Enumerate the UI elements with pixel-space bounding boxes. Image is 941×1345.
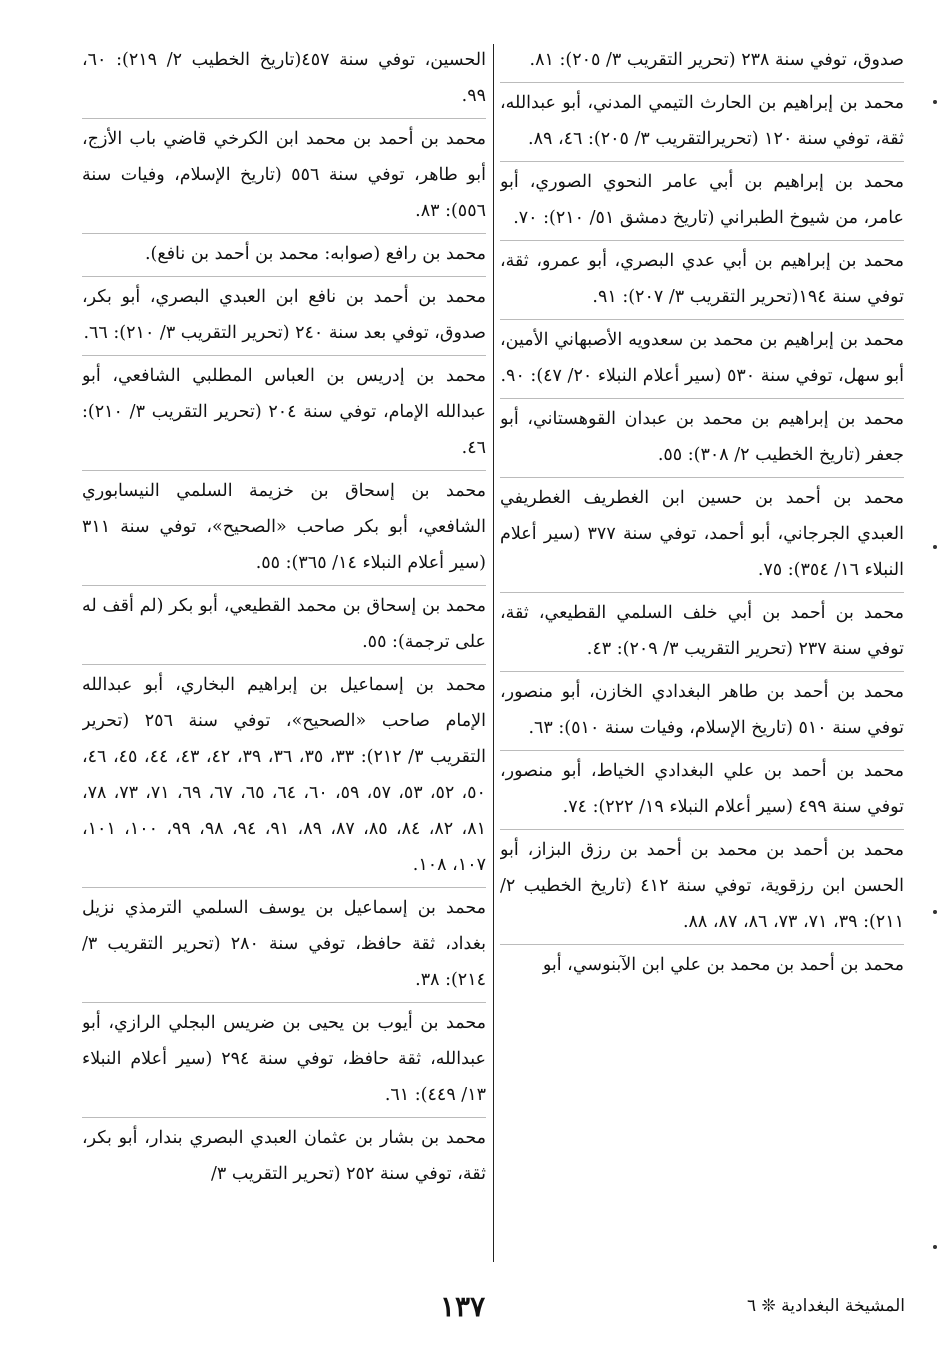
margin-mark [933,100,937,104]
index-entry [500,830,904,945]
index-entry [500,945,904,987]
entry-text: محمد بن إسحاق بن محمد القطيعي، أبو بكر (لم أقف له على ترجمة): ٥٥. [82,596,486,652]
entry-text: محمد بن إسحاق بن خزيمة السلمي النيسابوري الشافعي، أبو بكر صاحب «الصحيح»، توفي سنة ٣١١ (سير أعلام النبلاء ١٤/ ٣٦٥): ٥٥. [82,481,486,573]
right-column [500,40,904,1265]
entry-text: محمد بن أحمد بن محمد ابن الكرخي قاضي باب الأزج، أبو طاهر، توفي سنة ٥٥٦ (تاريخ الإسلام، وفيات سنة ٥٥٦): ٨٣. [82,129,486,221]
index-entry [82,665,486,888]
entry-text: محمد بن إسماعيل بن إبراهيم البخاري، أبو عبدالله الإمام صاحب «الصحيح»، توفي سنة ٢٥٦ (تحرير التقريب ٣/ ٢١٢): ٣٣، ٣٥، ٣٦، ٣٩، ٤٢، ٤٣، ٤٤، ٤٥، ٤٦، ٥٠، ٥٢، ٥٣، ٥٧، ٥٩، ٦٠، ٦٤، ٦٥، ٦٧، ٦٩، ٧١، ٧٣، ٧٨، ٨١، ٨٢، ٨٤، ٨٥، ٨٧، ٨٩، ٩١، ٩٤، ٩٨، ٩٩، ١٠٠، ١٠١، ١٠٧، ١٠٨. [82,675,486,875]
entry-text: محمد بن أحمد بن علي البغدادي الخياط، أبو منصور، توفي سنة ٤٩٩ (سير أعلام النبلاء ١٩/ ٢٢٢): ٧٤. [500,761,904,817]
entry-text: محمد بن أحمد بن محمد بن علي ابن الآبنوسي، أبو [542,955,904,975]
margin-mark [933,910,937,914]
index-entry [500,40,904,83]
index-entry [82,277,486,356]
index-entry [500,83,904,162]
entry-text: محمد بن إبراهيم بن أبي عدي البصري، أبو عمرو، ثقة، توفي سنة ١٩٤(تحرير التقريب ٣/ ٢٠٧): ٩١. [500,251,904,307]
entry-text: محمد بن أحمد بن نافع ابن العبدي البصري، أبو بكر، صدوق، توفي بعد سنة ٢٤٠ (تحرير التقريب ٣/ ٢١٠): ٦٦. [82,287,486,343]
index-entry [82,40,486,119]
column-divider [493,44,494,1262]
index-entry [500,751,904,830]
left-column [82,40,486,1265]
entry-text: محمد بن أحمد بن حسين ابن الغطريف الغطريفي العبدي الجرجاني، أبو أحمد، توفي سنة ٣٧٧ (سير أعلام النبلاء ١٦/ ٣٥٤): ٧٥. [500,488,904,580]
index-entry [82,586,486,665]
entry-text: محمد بن إبراهيم بن محمد بن سعدويه الأصبهاني الأمين، أبو سهل، توفي سنة ٥٣٠ (سير أعلام النبلاء ٢٠/ ٤٧): ٩٠. [500,330,904,386]
entry-text: محمد بن إدريس بن العباس المطلبي الشافعي، أبو عبدالله الإمام، توفي سنة ٢٠٤ (تحرير التقريب ٣/ ٢١٠): ٤٦. [82,366,486,458]
entry-text: محمد بن أحمد بن أبي خلف السلمي القطيعي، ثقة، توفي سنة ٢٣٧ (تحرير التقريب ٣/ ٢٠٩): ٤٣. [500,603,904,659]
index-entry [82,471,486,586]
entry-text: صدوق، توفي سنة ٢٣٨ (تحرير التقريب ٣/ ٢٠٥): ٨١. [529,50,904,70]
index-entry [500,320,904,399]
entry-text: محمد بن إبراهيم بن محمد بن عبدان القوهستاني، أبو جعفر (تاريخ الخطيب ٢/ ٣٠٨): ٥٥. [500,409,904,465]
entry-text: محمد بن إسماعيل بن يوسف السلمي الترمذي نزيل بغداد، ثقة حافظ، توفي سنة ٢٨٠ (تحرير التقريب ٣/ ٢١٤): ٣٨. [82,898,486,990]
margin-mark [933,1245,937,1249]
entry-text: محمد بن إبراهيم بن أبي عامر النحوي الصوري، أبو عامر، من شيوخ الطبراني (تاريخ دمشق ٥١/ ٢١٠): ٧٠. [500,172,904,228]
index-entry [82,1003,486,1118]
index-entry [82,119,486,234]
index-entry [500,478,904,593]
entry-text: محمد بن بشار بن عثمان العبدي البصري بندار، أبو بكر، ثقة، توفي سنة ٢٥٢ (تحرير التقريب ٣/ [82,1128,486,1184]
index-entry [500,672,904,751]
index-entry [82,234,486,277]
entry-text: محمد بن رافع (صوابه: محمد بن أحمد بن نافع). [144,244,486,264]
entry-text: محمد بن أيوب بن يحيى بن ضريس البجلي الرازي، أبو عبدالله، ثقة حافظ، توفي سنة ٢٩٤ (سير أعلام النبلاء ١٣/ ٤٤٩): ٦١. [82,1013,486,1105]
entry-text: محمد بن أحمد بن محمد بن أحمد بن رزق البزاز، أبو الحسن ابن رزقوية، توفي سنة ٤١٢ (تاريخ الخطيب ٢/ ٢١١): ٣٩، ٧١، ٧٣، ٨٦، ٨٧، ٨٨. [500,840,904,932]
index-entry [82,356,486,471]
entry-text: محمد بن أحمد بن طاهر البغدادي الخازن، أبو منصور، توفي سنة ٥١٠ (تاريخ الإسلام، وفيات سنة ٥١٠): ٦٣. [500,682,904,738]
index-entry [500,162,904,241]
page-footer [0,1290,941,1330]
page-number: ١٣٧ [440,1290,486,1323]
index-entry [82,1118,486,1196]
margin-mark [933,545,937,549]
index-entry [500,593,904,672]
entry-text: محمد بن إبراهيم بن الحارث التيمي المدني، أبو عبدالله، ثقة، توفي سنة ١٢٠ (تحريرالتقريب ٣/ ٢٠٥): ٤٦، ٨٩. [500,93,904,149]
entry-text: الحسين، توفي سنة ٤٥٧(تاريخ الخطيب ٢/ ٢١٩): ٦٠، ٩٩. [82,50,486,106]
running-title: المشيخة البغدادية ❊ ٦ [746,1296,905,1316]
index-entry [500,241,904,320]
index-entry [82,888,486,1003]
index-entry [500,399,904,478]
